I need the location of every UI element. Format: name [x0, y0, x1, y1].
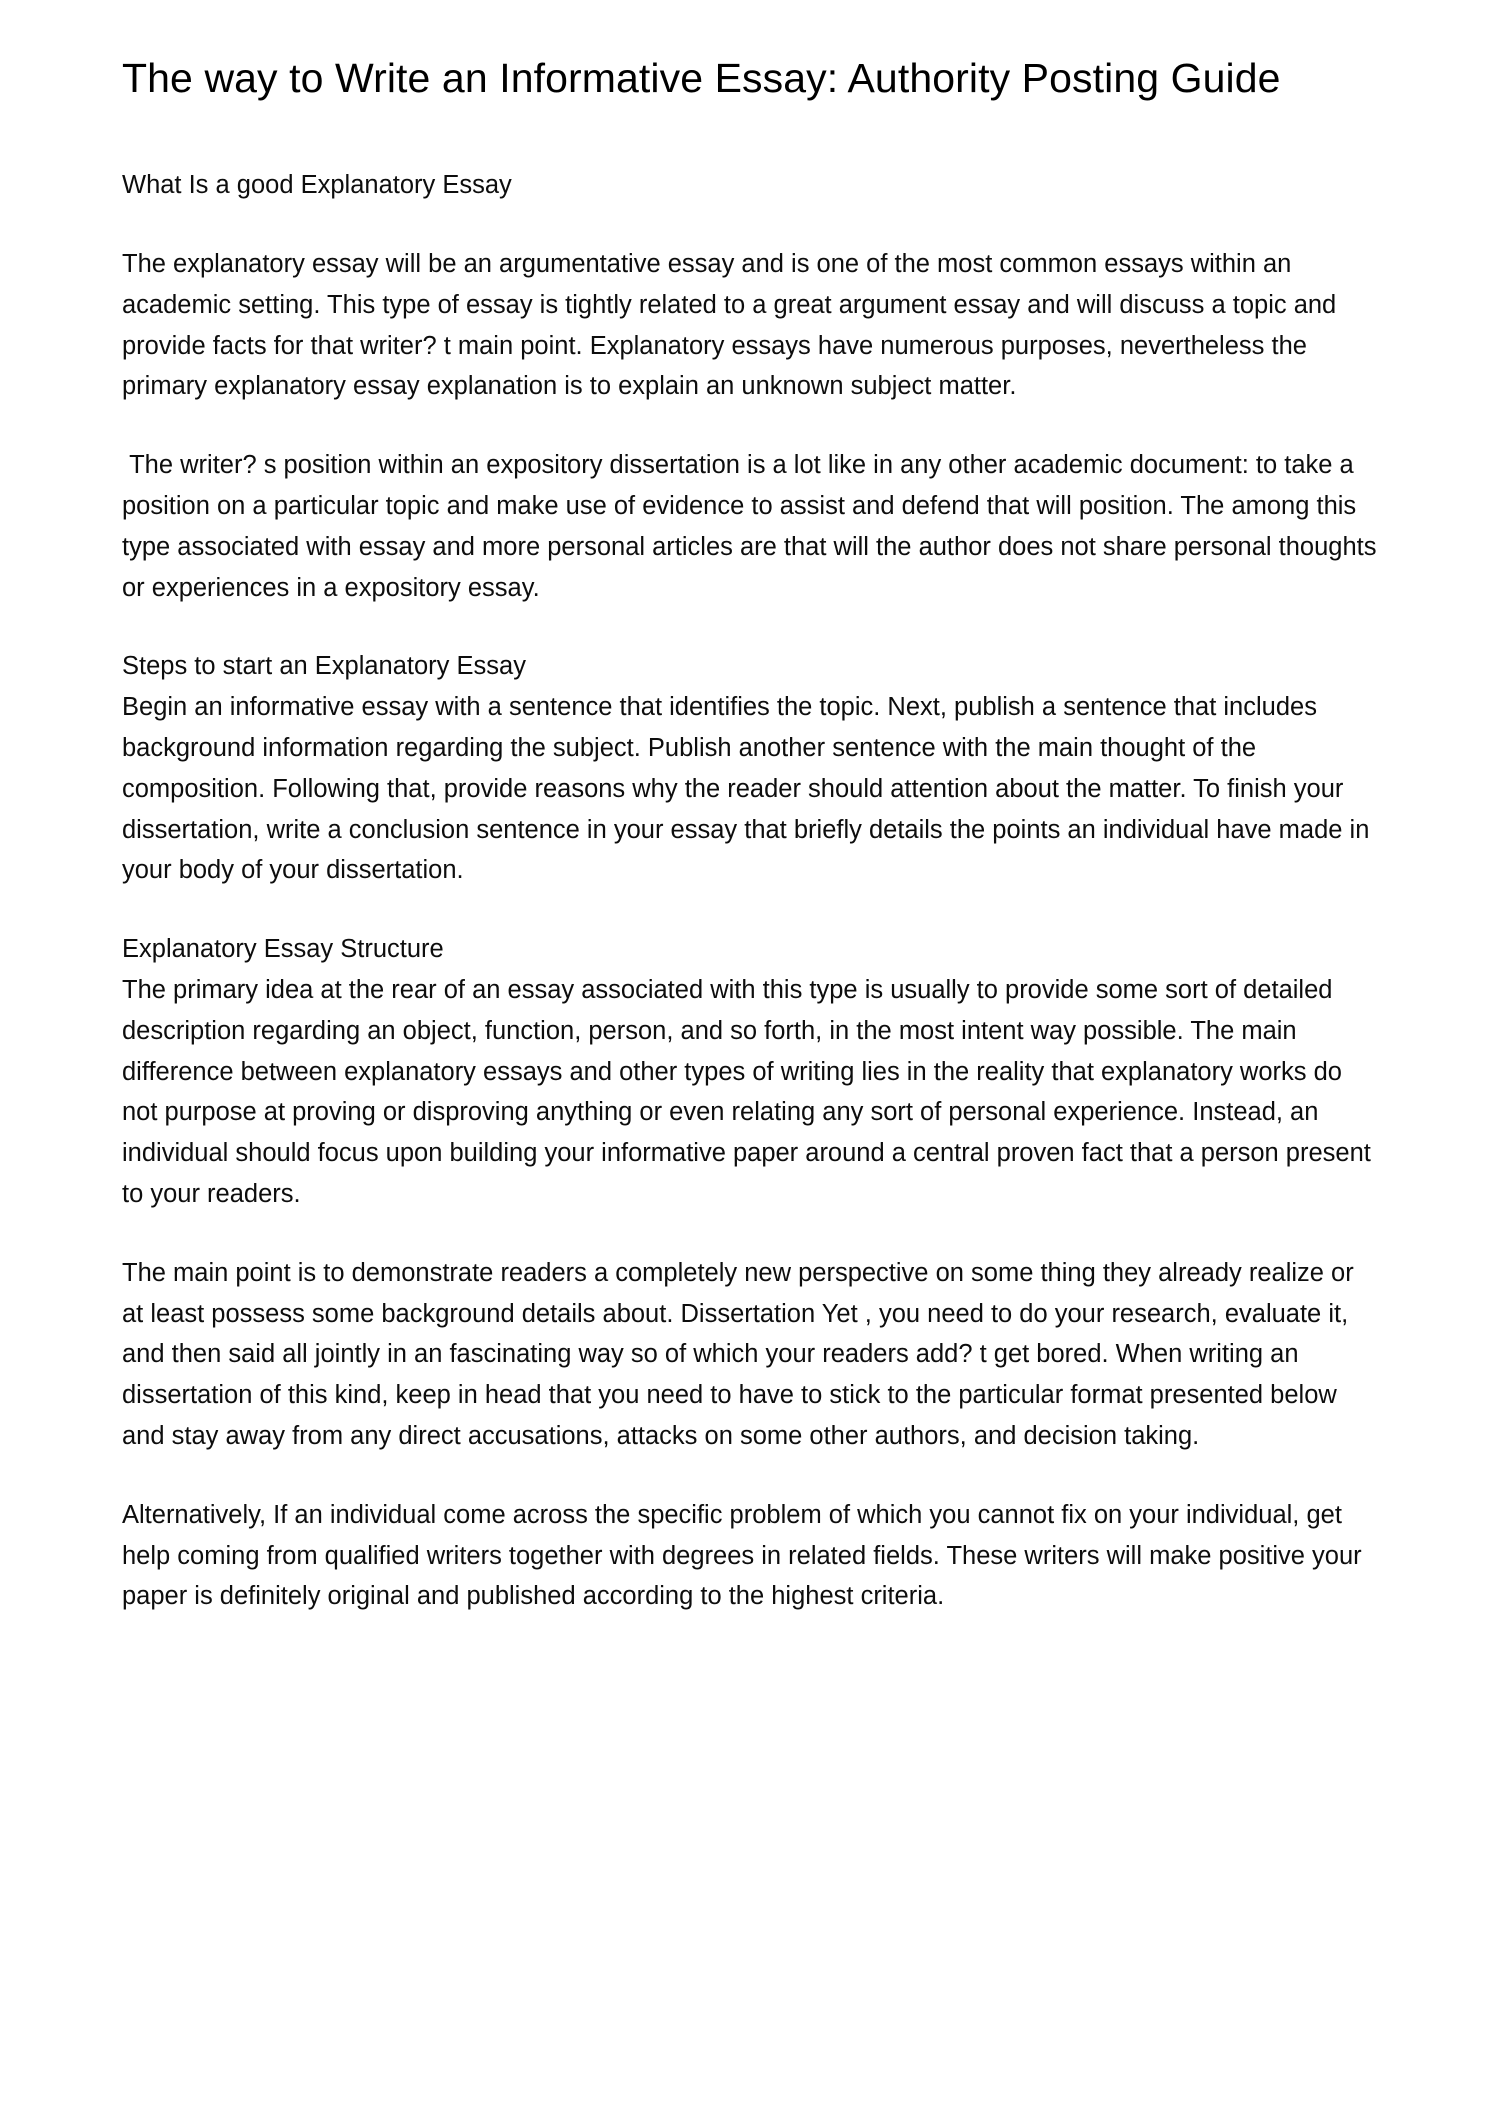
- paragraph: Begin an informative essay with a sentence that identifies the topic. Next, publish a sentence that includes background information regarding the subject. Publish another sentence with the main thought of the composition. Following that, provide reasons why the reader should attention about the matter. To finish your dissertation, write a conclusion sentence in your essay that briefly details the points an individual have made in your body of your dissertation.: [122, 693, 1377, 885]
- paragraph: The primary idea at the rear of an essay associated with this type is usually to provide some sort of detailed description regarding an object, function, person, and so forth, in the most intent way possible. The main difference between explanatory essays and other types of writing lies in the reality that explanatory works do not purpose at proving or disproving anything or even relating any sort of personal experience. Instead, an individual should focus upon building your informative paper around a central proven fact that a person present to your readers.: [122, 975, 1378, 1208]
- page-title: The way to Write an Informative Essay: Authority Posting Guide: [122, 55, 1281, 101]
- spacer: [122, 407, 1380, 445]
- section-heading: Explanatory Essay Structure: [122, 935, 444, 964]
- paragraph: The explanatory essay will be an argumentative essay and is one of the most common essays within an academic setting. This type of essay is tightly related to a great argument essay and will discuss a topic and provide facts for that writer? t main point. Explanatory essays have numerous purposes, nevertheless the primary explanatory essay explanation is to explain an unknown subject matter.: [122, 249, 1344, 401]
- spacer: [122, 1457, 1380, 1495]
- spacer: [122, 206, 1380, 244]
- document-body: [122, 165, 1384, 1617]
- section-essay-structure: [122, 929, 1380, 1617]
- paragraph: The main point is to demonstrate readers a completely new perspective on some thing they already realize or at least possess some background details about. Dissertation Yet , you need to do your research, evaluate it, and then said all jointly in an fascinating way so of which your readers add? t get bored. When writing an dissertation of this kind, keep in head that you need to have to stick to the particular format presented below and stay away from any direct accusations, attacks on some other authors, and decision taking.: [122, 1258, 1361, 1450]
- section-steps-to-start: [122, 646, 1380, 891]
- section-what-is-explanatory-essay: [122, 165, 1384, 608]
- page-content: [122, 54, 1384, 1617]
- spacer: [122, 891, 1380, 929]
- section-heading: Steps to start an Explanatory Essay: [122, 652, 526, 681]
- section-heading: What Is a good Explanatory Essay: [122, 171, 512, 200]
- spacer: [122, 1215, 1380, 1253]
- spacer: [122, 608, 1380, 646]
- paragraph: The writer? s position within an expository dissertation is a lot like in any other academic document: to take a position on a particular topic and make use of evidence to assist and defend that will position. The among this type associated with essay and more personal articles are that will the author does not share personal thoughts or experiences in a expository essay.: [122, 451, 1384, 602]
- paragraph: Alternatively, If an individual come across the specific problem of which you cannot fix on your individual, get help coming from qualified writers together with degrees in related fields. These writers will make positive your paper is definitely original and published according to the highest criteria.: [122, 1500, 1369, 1611]
